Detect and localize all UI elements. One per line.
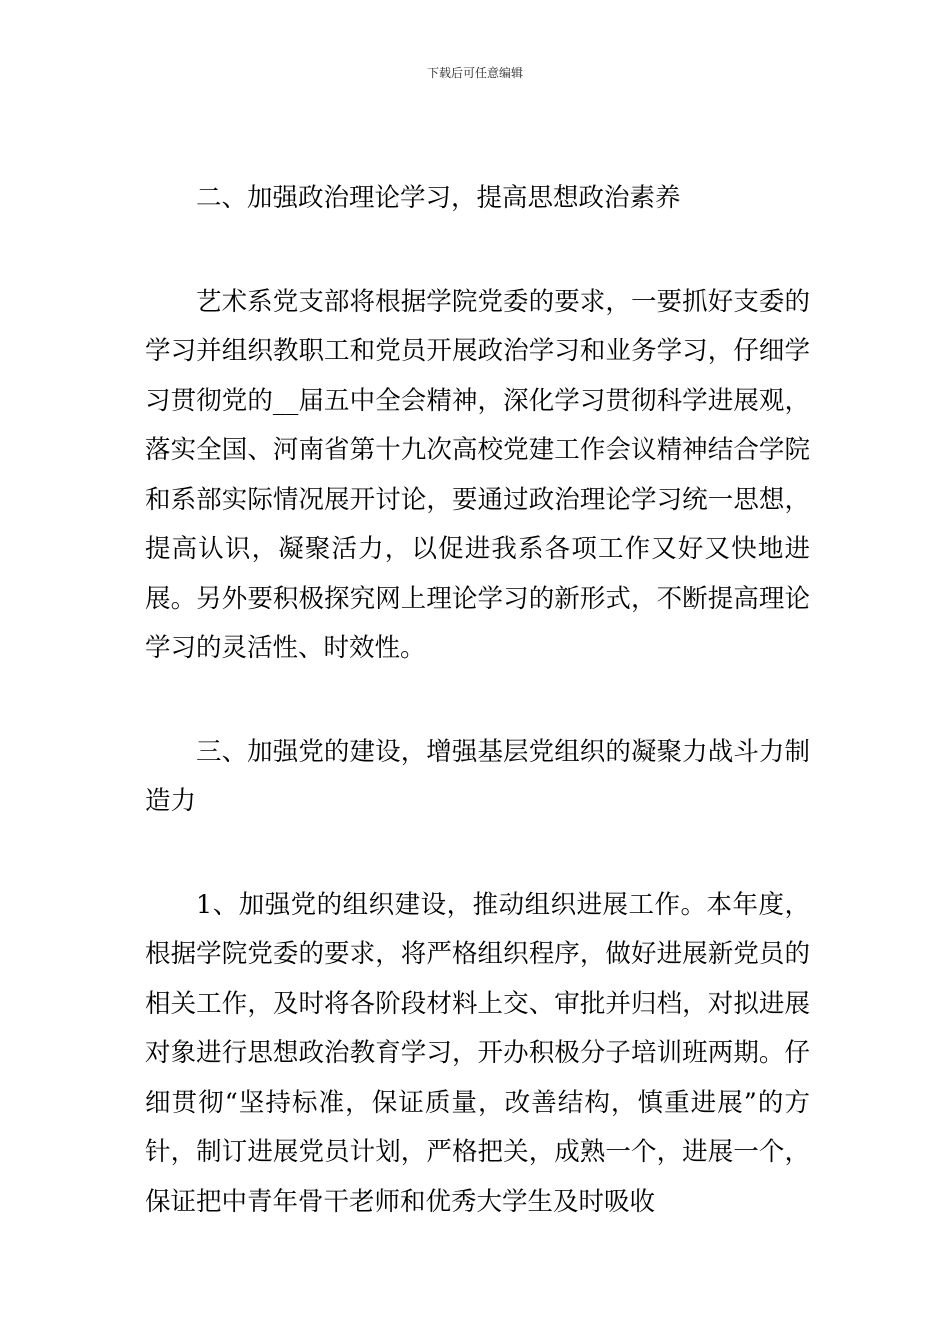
section-3-item-1: 1、加强党的组织建设，推动组织进展工作。本年度，根据学院党委的要求，将严格组织程序，做好进展新党员的相关工作，及时将各阶段材料上交、审批并归档，对拟进展对象进行思想政治教育学习，开办积极分子培训班两期。仔细贯彻“坚持标准，保证质量，改善结构，慎重进展”的方针，制订进展党员计划，严格把关，成熟一个，进展一个，保证把中青年骨干老师和优秀大学生及时吸收 bbox=[145, 889, 810, 1217]
document-body bbox=[145, 174, 810, 1227]
section-2-heading: 二、加强政治理论学习，提高思想政治素养 bbox=[196, 183, 681, 213]
section-2-paragraph: 艺术系党支部将根据学院党委的要求，一要抓好支委的学习并组织教职工和党员开展政治学习和业务学习，仔细学习贯彻党的__届五中全会精神，深化学习贯彻科学进展观，落实全国、河南省第十九次高校党建工作会议精神结合学院和系部实际情况展开讨论，要通过政治理论学习统一思想，提高认识，凝聚活力，以促进我系各项工作又好又快地进展。另外要积极探究网上理论学习的新形式，不断提高理论学习的灵活性、时效性。 bbox=[145, 286, 810, 663]
page-header-note: 下载后可任意编辑 bbox=[426, 66, 523, 80]
section-3-heading: 三、加强党的建设，增强基层党组织的凝聚力战斗力制造力 bbox=[145, 736, 810, 816]
